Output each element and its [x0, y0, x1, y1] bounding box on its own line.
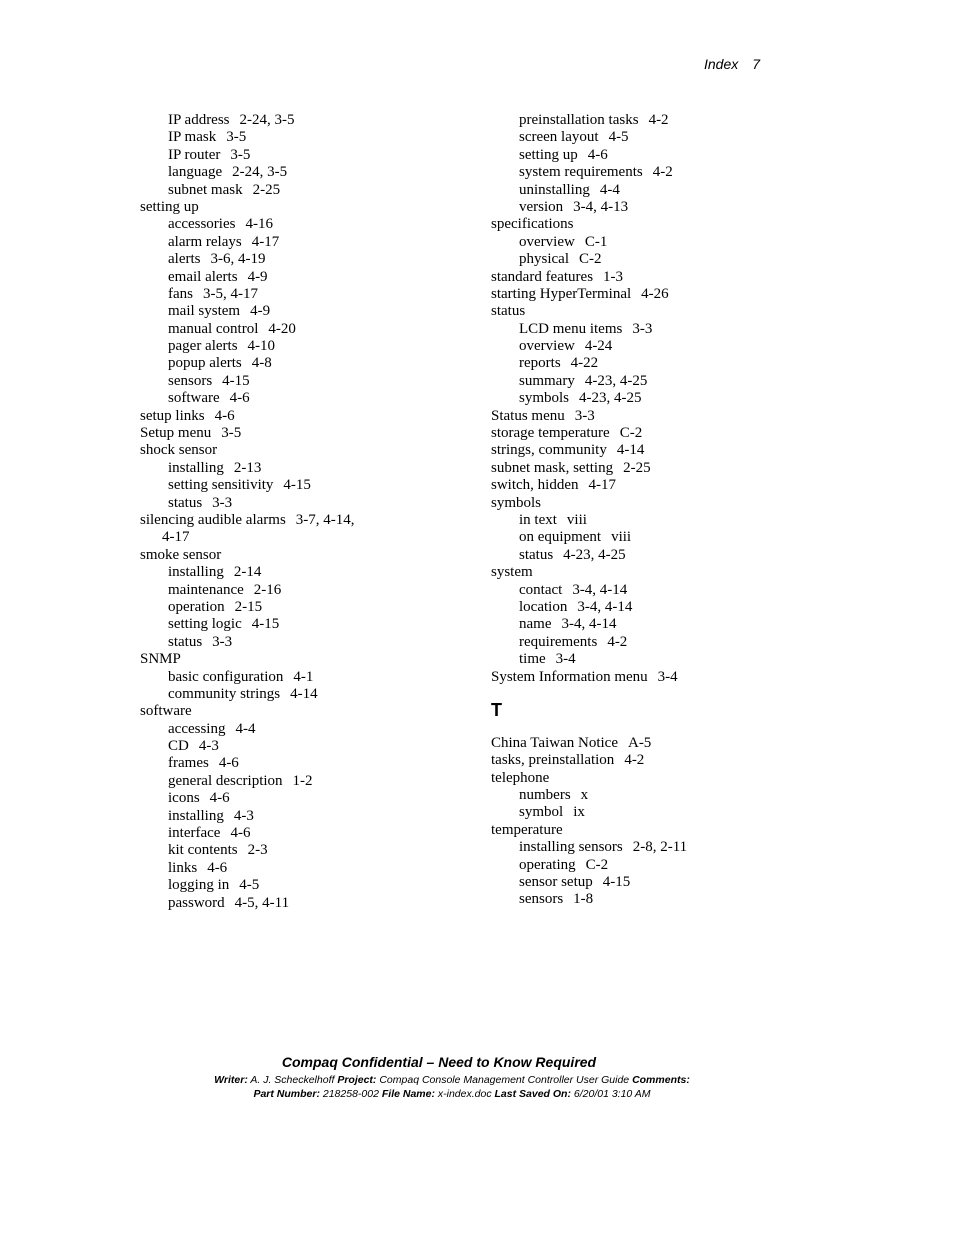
index-page-refs: viii — [611, 529, 632, 546]
index-term: silencing audible alarms — [140, 511, 286, 528]
index-page-refs: C-1 — [584, 233, 608, 250]
index-entry — [140, 442, 470, 459]
index-page-refs: 3-3 — [574, 407, 595, 424]
index-term: smoke sensor — [140, 546, 222, 563]
index-page-refs: 2-24, 3-5 — [232, 164, 288, 181]
header-section: Index — [704, 56, 739, 72]
index-entry — [491, 303, 821, 320]
index-term: standard features — [491, 268, 594, 285]
index-term: logging in — [168, 877, 230, 894]
index-page-refs: 3-3 — [212, 494, 233, 511]
last-saved-label: Last Saved On: — [494, 1088, 571, 1100]
index-entry — [491, 216, 821, 233]
index-term: specifications — [491, 216, 574, 233]
index-page-refs: 3-3 — [212, 633, 233, 650]
page-header — [704, 56, 760, 72]
index-term: system — [491, 564, 533, 581]
index-entry — [491, 269, 821, 286]
index-entry — [140, 703, 470, 720]
document-footer — [0, 1054, 954, 1101]
index-term: frames — [168, 755, 209, 772]
index-term: SNMP — [140, 651, 181, 668]
index-term: status — [491, 303, 526, 320]
index-page-refs: 2-3 — [247, 842, 268, 859]
index-page-refs: 3-5 — [221, 425, 242, 442]
index-term: starting HyperTerminal — [491, 285, 632, 302]
index-subentry — [491, 616, 821, 633]
index-term: name — [519, 616, 552, 633]
index-page-refs: 4-15 — [602, 874, 631, 891]
index-term: China Taiwan Notice — [491, 734, 618, 751]
index-page-refs: 4-23, 4-25 — [579, 390, 642, 407]
index-entry — [491, 477, 821, 494]
index-term: in text — [519, 511, 557, 528]
index-term: subnet mask, setting — [491, 459, 614, 476]
index-page-refs: 4-26 — [641, 285, 669, 302]
index-subentry — [140, 616, 470, 633]
index-term: setup links — [140, 407, 205, 424]
index-term: switch, hidden — [491, 477, 579, 494]
index-subentry — [491, 582, 821, 599]
index-page-refs: 2-24, 3-5 — [239, 112, 295, 128]
index-subentry — [140, 686, 470, 703]
index-term: Status menu — [491, 407, 565, 424]
index-subentry — [140, 112, 470, 129]
index-term: subnet mask — [168, 181, 243, 198]
index-subentry — [140, 355, 470, 372]
index-page-refs: C-2 — [619, 425, 643, 442]
index-entry — [140, 425, 470, 442]
index-subentry — [140, 860, 470, 877]
index-term: status — [168, 633, 203, 650]
index-page-refs: 3-4, 4-14 — [577, 598, 633, 615]
index-term: LCD menu items — [519, 320, 623, 337]
index-term: requirements — [519, 633, 598, 650]
project-value: Compaq Console Management Controller User Guide — [379, 1074, 630, 1086]
index-term: sensor setup — [519, 874, 593, 891]
index-entry — [491, 735, 821, 752]
index-column-right — [491, 112, 821, 909]
index-term: software — [140, 703, 192, 720]
index-term: sensors — [519, 891, 564, 908]
index-term: screen layout — [519, 129, 599, 146]
index-term: tasks, preinstallation — [491, 752, 615, 769]
index-page-refs: 2-25 — [623, 459, 651, 476]
index-subentry — [491, 874, 821, 891]
index-term: physical — [519, 251, 569, 268]
index-term: installing — [168, 807, 224, 824]
index-subentry — [491, 373, 821, 390]
index-subentry — [491, 355, 821, 372]
index-subentry — [140, 842, 470, 859]
index-term: operation — [168, 598, 225, 615]
index-subentry — [140, 895, 470, 912]
index-term: pager alerts — [168, 338, 238, 355]
index-subentry — [140, 564, 470, 581]
index-page-refs: 2-15 — [234, 598, 263, 615]
footer-writer-line — [0, 1073, 954, 1087]
index-entry — [140, 512, 470, 529]
index-page-refs: 4-2 — [652, 164, 673, 181]
index-page-refs: 3-7, 4-14, — [295, 511, 355, 528]
index-term: uninstalling — [519, 181, 590, 198]
index-subentry — [491, 529, 821, 546]
index-page-refs: 1-2 — [292, 772, 313, 789]
index-page-refs: 2-25 — [252, 181, 281, 198]
index-subentry — [140, 286, 470, 303]
index-subentry — [140, 495, 470, 512]
index-page-refs: 4-20 — [268, 320, 296, 337]
index-term: kit contents — [168, 842, 238, 859]
index-page-refs: 3-5 — [230, 146, 251, 163]
index-subentry — [491, 182, 821, 199]
index-subentry — [140, 825, 470, 842]
index-page-refs: 4-6 — [230, 825, 251, 842]
index-page-refs: 4-17 — [251, 233, 280, 250]
index-term: installing sensors — [519, 839, 623, 856]
index-subentry — [491, 787, 821, 804]
page-number: 7 — [752, 56, 761, 72]
index-subentry — [140, 669, 470, 686]
index-term: overview — [519, 338, 575, 355]
index-subentry — [491, 651, 821, 668]
index-entry — [140, 199, 470, 216]
index-page-refs: 3-6, 4-19 — [210, 251, 266, 268]
index-page-refs: viii — [566, 511, 587, 528]
index-page-refs: 3-5, 4-17 — [203, 285, 258, 302]
index-term: manual control — [168, 320, 259, 337]
index-subentry — [140, 808, 470, 825]
index-page-refs: 4-6 — [218, 755, 239, 772]
index-entry — [491, 460, 821, 477]
index-term: interface — [168, 825, 221, 842]
index-page-refs: 2-16 — [253, 581, 282, 598]
index-term: telephone — [491, 769, 550, 786]
index-subentry — [491, 512, 821, 529]
confidential-notice: Compaq Confidential – Need to Know Required — [281, 1054, 597, 1070]
index-page-refs: 4-14 — [290, 685, 318, 702]
index-subentry — [140, 164, 470, 181]
index-term: icons — [168, 790, 200, 807]
index-subentry — [140, 755, 470, 772]
footer-part-line — [0, 1087, 954, 1101]
index-subentry — [491, 599, 821, 616]
index-page-refs: A-5 — [627, 734, 652, 751]
index-page-refs: 3-4 — [555, 651, 576, 668]
index-subentry — [140, 303, 470, 320]
index-term: accessing — [168, 720, 226, 737]
index-subentry — [491, 390, 821, 407]
index-term: system requirements — [519, 164, 643, 181]
index-page-refs: 4-4 — [599, 181, 620, 198]
index-term: alerts — [168, 251, 201, 268]
index-subentry — [140, 738, 470, 755]
index-subentry — [491, 891, 821, 908]
index-entry — [491, 752, 821, 769]
index-term: summary — [519, 372, 575, 389]
index-subentry — [491, 338, 821, 355]
index-page-refs: 4-5, 4-11 — [234, 894, 290, 911]
index-term: temperature — [491, 821, 563, 838]
index-entry — [491, 495, 821, 512]
last-saved-value: 6/20/01 3:10 AM — [573, 1088, 651, 1100]
index-term: time — [519, 651, 546, 668]
index-subentry — [140, 721, 470, 738]
index-subentry — [491, 857, 821, 874]
index-subentry — [140, 790, 470, 807]
index-page-refs: 4-9 — [250, 303, 271, 320]
index-term: contact — [519, 581, 563, 598]
index-column-left — [140, 112, 470, 912]
index-term: status — [168, 494, 203, 511]
index-subentry — [491, 547, 821, 564]
index-term: email alerts — [168, 268, 238, 285]
index-subentry — [140, 269, 470, 286]
index-term: symbols — [519, 390, 570, 407]
index-term: location — [519, 598, 568, 615]
index-subentry — [140, 460, 470, 477]
index-page-refs: 3-4 — [657, 668, 678, 685]
index-term: reports — [519, 355, 561, 372]
index-subentry — [140, 877, 470, 894]
index-term: popup alerts — [168, 355, 242, 372]
index-page-refs: 4-2 — [648, 112, 669, 128]
index-page-refs: 2-13 — [233, 459, 262, 476]
index-subentry — [140, 216, 470, 233]
index-entry — [140, 408, 470, 425]
index-term: fans — [168, 285, 193, 302]
index-entry — [491, 564, 821, 581]
index-term: community strings — [168, 685, 281, 702]
index-subentry — [140, 182, 470, 199]
index-page-refs: 1-3 — [603, 268, 624, 285]
index-page-refs: 4-14 — [616, 442, 645, 459]
index-subentry — [491, 804, 821, 821]
index-term: System Information menu — [491, 668, 648, 685]
index-entry — [140, 651, 470, 668]
index-term: accessories — [168, 216, 236, 233]
index-entry — [491, 286, 821, 303]
index-page-refs: ix — [573, 804, 585, 821]
index-page-refs: 2-14 — [233, 564, 262, 581]
index-letter-heading: T — [491, 699, 502, 720]
index-page-refs: 4-6 — [587, 146, 608, 163]
writer-label: Writer: — [214, 1074, 248, 1086]
index-page-refs: 4-15 — [251, 616, 280, 633]
index-term: basic configuration — [168, 668, 284, 685]
index-subentry — [491, 147, 821, 164]
index-term: preinstallation tasks — [519, 112, 639, 128]
file-name-label: File Name: — [381, 1088, 435, 1100]
index-page-refs: 4-15 — [283, 477, 311, 494]
index-page-refs: 4-16 — [245, 216, 273, 233]
index-term: shock sensor — [140, 442, 218, 459]
index-term: mail system — [168, 303, 241, 320]
index-page-refs: 3-3 — [632, 320, 653, 337]
index-term: setting sensitivity — [168, 477, 274, 494]
index-page-refs: 4-5 — [608, 129, 629, 146]
index-term: IP address — [168, 112, 230, 128]
index-term: version — [519, 198, 564, 215]
index-page-refs: 1-8 — [573, 891, 594, 908]
index-term: language — [168, 164, 223, 181]
index-subentry — [140, 773, 470, 790]
index-term: alarm relays — [168, 233, 242, 250]
comments-label: Comments: — [632, 1074, 690, 1086]
index-subentry — [491, 164, 821, 181]
index-entry — [491, 770, 821, 787]
index-term: links — [168, 859, 198, 876]
index-term: IP mask — [168, 129, 217, 146]
index-page-refs: 4-15 — [222, 372, 250, 389]
index-term: sensors — [168, 372, 213, 389]
index-term: software — [168, 390, 220, 407]
index-subentry — [491, 321, 821, 338]
index-subentry — [491, 251, 821, 268]
index-page-refs: 3-4, 4-14 — [561, 616, 617, 633]
index-page-refs: 4-6 — [207, 859, 228, 876]
index-page-refs: 4-6 — [214, 407, 235, 424]
index-subentry — [140, 147, 470, 164]
index-entry — [491, 822, 821, 839]
index-page-refs: 4-10 — [247, 338, 276, 355]
index-subentry — [140, 234, 470, 251]
index-subentry — [140, 338, 470, 355]
project-label: Project: — [337, 1074, 377, 1086]
index-page-refs: x — [580, 787, 589, 804]
index-subentry — [491, 199, 821, 216]
index-page-refs: C-2 — [585, 856, 609, 873]
index-page-refs: 4-22 — [570, 355, 599, 372]
index-term: IP router — [168, 146, 221, 163]
index-entry — [140, 547, 470, 564]
writer-value: A. J. Scheckelhoff — [250, 1074, 335, 1086]
index-page-refs: 4-3 — [198, 738, 219, 755]
index-page-refs: 4-6 — [229, 390, 250, 407]
index-entry — [491, 425, 821, 442]
index-page-refs: 4-23, 4-25 — [563, 546, 626, 563]
index-page-refs: 3-4, 4-14 — [572, 581, 628, 598]
index-page-refs: 4-4 — [235, 720, 256, 737]
index-term: maintenance — [168, 581, 244, 598]
index-subentry — [140, 390, 470, 407]
index-entry — [491, 408, 821, 425]
index-term: numbers — [519, 787, 571, 804]
index-page-refs: C-2 — [579, 251, 602, 268]
index-page-refs: 3-5 — [226, 129, 247, 146]
index-term: operating — [519, 856, 576, 873]
index-term: symbol — [519, 804, 564, 821]
index-term: CD — [168, 738, 189, 755]
index-term: symbols — [491, 494, 542, 511]
index-term: 4-17 — [162, 529, 190, 546]
part-number-value: 218258-002 — [322, 1088, 379, 1100]
index-term: installing — [168, 459, 224, 476]
index-subentry — [491, 839, 821, 856]
index-term: setting up — [140, 198, 199, 215]
index-page-refs: 4-1 — [293, 668, 314, 685]
index-page-refs: 4-24 — [584, 338, 613, 355]
index-page-refs: 4-6 — [209, 790, 230, 807]
file-name-value: x-index.doc — [437, 1088, 492, 1100]
index-entry-continuation — [140, 529, 470, 546]
index-entry — [491, 669, 821, 686]
index-page-refs: 2-8, 2-11 — [632, 839, 688, 856]
index-page-refs: 4-3 — [233, 807, 254, 824]
index-page-refs: 4-5 — [239, 877, 260, 894]
index-page-refs: 4-8 — [251, 355, 272, 372]
index-page-refs: 4-2 — [624, 752, 645, 769]
index-page-refs: 4-23, 4-25 — [584, 372, 648, 389]
index-term: password — [168, 894, 225, 911]
index-term: overview — [519, 233, 575, 250]
index-term: general description — [168, 772, 283, 789]
index-page-refs: 4-9 — [247, 268, 268, 285]
index-subentry — [140, 634, 470, 651]
index-subentry — [140, 582, 470, 599]
index-subentry — [140, 251, 470, 268]
index-term: on equipment — [519, 529, 602, 546]
index-subentry — [140, 599, 470, 616]
index-subentry — [140, 477, 470, 494]
index-term: setting logic — [168, 616, 242, 633]
index-subentry — [140, 129, 470, 146]
index-page-refs: 3-4, 4-13 — [573, 198, 629, 215]
index-term: installing — [168, 564, 224, 581]
index-subentry — [491, 234, 821, 251]
index-term: strings, community — [491, 442, 607, 459]
index-entry — [491, 442, 821, 459]
index-subentry — [140, 321, 470, 338]
index-subentry — [491, 634, 821, 651]
part-number-label: Part Number: — [253, 1088, 320, 1100]
index-page-refs: 4-17 — [588, 477, 616, 494]
index-term: setting up — [519, 146, 578, 163]
index-term: Setup menu — [140, 425, 212, 442]
index-page-refs: 4-2 — [607, 633, 628, 650]
index-term: status — [519, 546, 554, 563]
index-term: storage temperature — [491, 425, 610, 442]
index-subentry — [140, 373, 470, 390]
index-subentry — [491, 112, 821, 129]
index-subentry — [491, 129, 821, 146]
